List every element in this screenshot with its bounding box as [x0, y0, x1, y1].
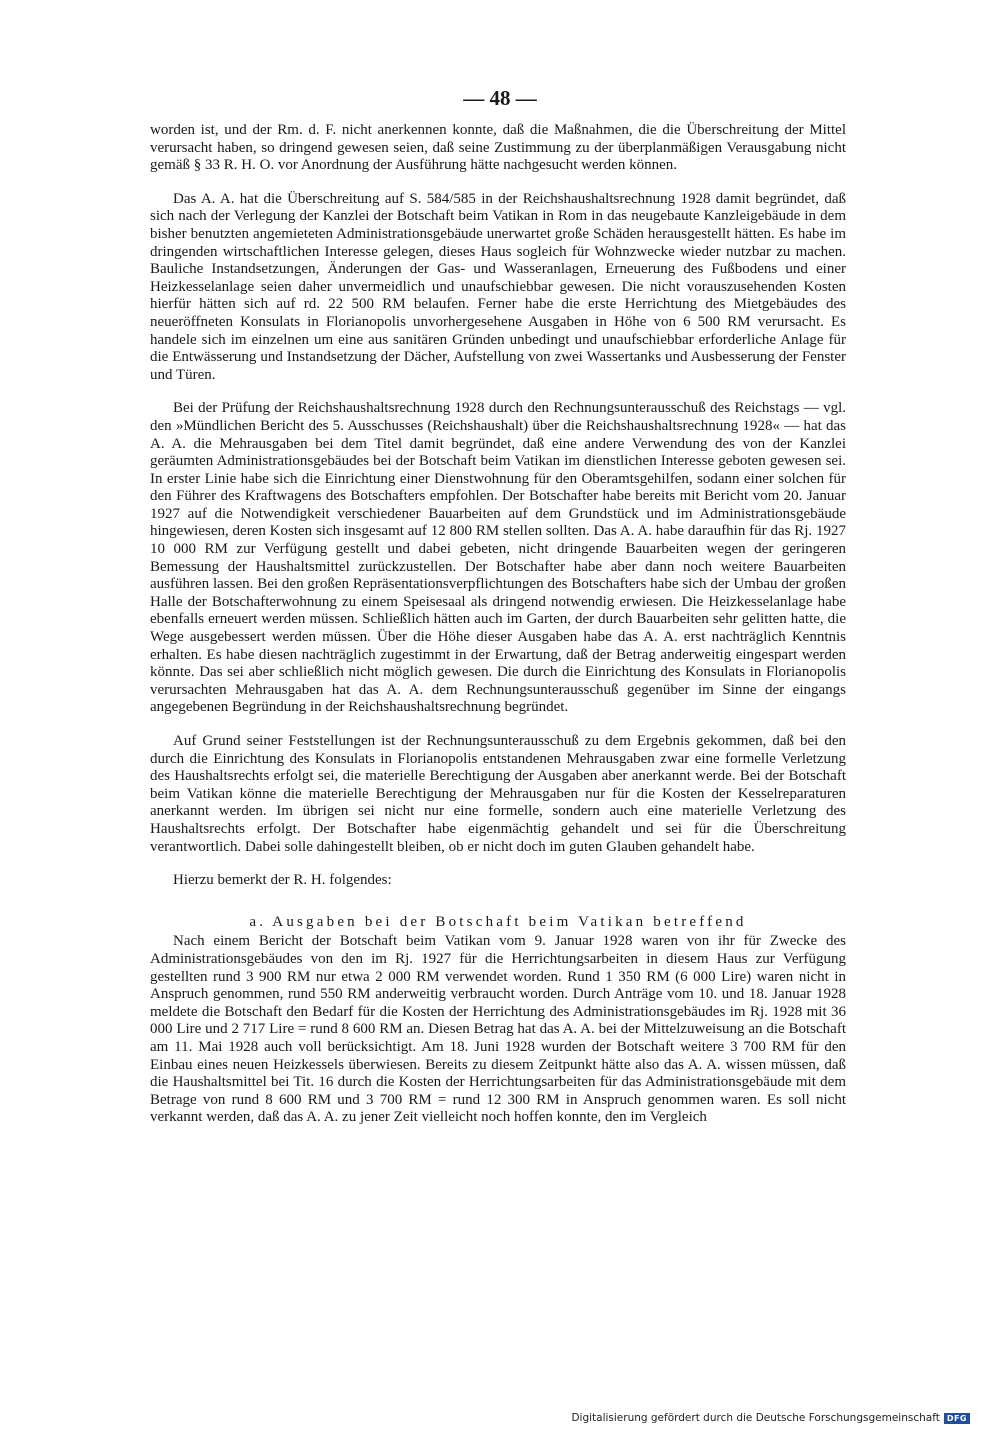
footer [571, 1412, 970, 1424]
document-body [150, 122, 846, 1143]
page-number: — 48 — [463, 86, 537, 110]
paragraph-reichstag-review: Bei der Prüfung der Reichshaushaltsrechnung 1928 durch den Rechnungsunterausschuß des Reichstags — vgl. den »Mündlichen Bericht des 5. Ausschusses (Reichshaushalt) über die Reichshaushaltsrechnung 1928« — hat das A. A. die Mehrausgaben bei dem Titel damit begründet, daß eine andere Verwendung des von der Kanzlei geräumten Administrationsgebäudes bei der Botschaft beim Vatikan im dienstlichen Interesse geboten gewesen sei. In erster Linie habe sich die Einrichtung einer Dienstwohnung für den Oberamtsgehilfen, sodann einer solchen für den Führer des Kraftwagens des Botschafters empfohlen. Der Botschafter habe bereits mit Bericht vom 20. Januar 1927 auf die Notwendigkeit verschiedener Bauarbeiten auf dem Grundstück und im Administrationsgebäude hingewiesen, deren Kosten sich insgesamt auf 12 800 RM stellen sollten. Das A. A. habe daraufhin für das Rj. 1927 10 000 RM zur Verfügung gestellt und dabei gebeten, nicht dringende Bauarbeiten wegen der geringeren Bemessung der Haushaltsmittel zurückzustellen. Der Botschafter habe aber dann noch weitere Bauarbeiten ausführen lassen. Bei den großen Repräsentationsverpflichtungen des Botschafters habe sich der Umbau der großen Halle der Botschafterwohnung zu einem Speisesaal als dringend notwendig erwiesen. Die Heizkesselanlage habe ebenfalls erneuert werden müssen. Schließlich hätten auch im Garten, der durch Bauarbeiten sehr gelitten hatte, die Wege ausgebessert werden müssen. Über die Höhe dieser Ausgaben habe das A. A. erst nachträglich Kenntnis erhalten. Es habe diesen nachträglich zugestimmt in der Erwartung, daß der Betrag anderweitig eingespart werden könnte. Das sei aber schließlich nicht möglich gewesen. Die durch die Einrichtung des Konsulats in Florianopolis verursachten Mehrausgaben hat das A. A. dem Rechnungsunterausschuß gegenüber im Sinne der eingangs angegebenen Begründung in der Reichshaushaltsrechnung begründet. [150, 400, 846, 716]
paragraph-continuation: worden ist, und der Rm. d. F. nicht anerkennen konnte, daß die Maßnahmen, die die Überschreitung der Mittel verursacht haben, so dringend gewesen seien, daß seine Zustimmung zu der überplanmäßigen Verausgabung nicht gemäß § 33 R. H. O. vor Anordnung der Ausführung hätte nachgesucht werden können. [150, 122, 846, 174]
dfg-logo-icon: DFG [944, 1413, 970, 1424]
paragraph-rh-remark: Hierzu bemerkt der R. H. folgendes: [173, 872, 392, 889]
paragraph-aa-justification: Das A. A. hat die Überschreitung auf S. 584/585 in der Reichshaushaltsrechnung 1928 damit begründet, daß sich nach der Verlegung der Kanzlei der Botschaft beim Vatikan in Rom in das neugebaute Kanzleigebäude in dem bisher benutzten angemieteten Administrationsgebäude unerwartet große Schäden herausgestellt hätten. Es habe im dringenden wirtschaftlichen Interesse gelegen, dieses Haus sogleich für Wohnzwecke wieder nutzbar zu machen. Bauliche Instandsetzungen, Änderungen der Gas- und Wasseranlagen, Erneuerung des Fußbodens und einer Heizkesselanlage seien daher unvermeidlich und unaufschiebbar gewesen. Die nicht vorauszusehenden Kosten hierfür hätten sich auf rd. 22 500 RM belaufen. Ferner habe die erste Herrichtung des Mietgebäudes des neueröffneten Konsulats in Florianopolis unvorhergesehene Ausgaben in Höhe von 6 500 RM verursacht. Es handele sich im einzelnen um eine aus sanitären Gründen unbedingt und unaufschiebbar erforderliche Anlage für die Entwässerung und Instandsetzung der Dächer, Aufstellung von zwei Wassertanks und Ausbesserung der Fenster und Türen. [150, 190, 846, 383]
footer-credit: Digitalisierung gefördert durch die Deutsche Forschungsgemeinschaft [571, 1412, 940, 1424]
section-heading: a. Ausgaben bei der Botschaft beim Vatikan betreffend [249, 913, 747, 930]
paragraph-committee-findings: Auf Grund seiner Feststellungen ist der Rechnungsunterausschuß zu dem Ergebnis gekommen, daß bei den durch die Einrichtung des Konsulats in Florianopolis entstandenen Mehrausgaben zwar eine formelle Verletzung des Haushaltsrechts erfolgt sei, die materielle Berechtigung der Ausgaben aber anerkannt werde. Bei der Botschaft beim Vatikan könne die materielle Berechtigung der Mehrausgaben nur für die Kosten der Kesselreparaturen anerkannt werden. Im übrigen sei nicht nur eine formelle, sondern auch eine materielle Verletzung des Haushaltsrechts erfolgt. Der Botschafter habe eigenmächtig gehandelt und sei für die Überschreitung verantwortlich. Dabei solle dahingestellt bleiben, ob er nicht doch im guten Glauben gehandelt habe. [150, 733, 846, 855]
paragraph-section-a: Nach einem Bericht der Botschaft beim Vatikan vom 9. Januar 1928 waren von ihr für Zwecke des Administrationsgebäudes von den im Rj. 1927 für die Herrichtungsarbeiten in diesem Haus zur Verfügung gestellten rund 3 900 RM nur etwa 2 000 RM verwendet worden. Rund 1 350 RM (6 000 Lire) waren nicht in Anspruch genommen, rund 550 RM anderweitig verbraucht worden. Durch Anträge vom 10. und 18. Januar 1928 meldete die Botschaft den Bedarf für die Kosten der Herrichtung des Administrationsgebäudes im Rj. 1928 mit 36 000 Lire und 2 717 Lire = rund 8 600 RM an. Diesen Betrag hat das A. A. bei der Mittelzuweisung an die Botschaft am 11. Mai 1928 auch voll berücksichtigt. Am 18. Juni 1928 wurden der Botschaft weitere 3 700 RM für den Einbau eines neuen Heizkessels überwiesen. Bereits zu diesem Zeitpunkt hätte also das A. A. wissen müssen, daß die Haushaltsmittel bei Tit. 16 durch die Kosten der Herrichtungsarbeiten für das Administrationsgebäude mit dem Betrage von rund 8 600 RM und 3 700 RM = rund 12 300 RM in Anspruch genommen waren. Es soll nicht verkannt werden, daß das A. A. zu jener Zeit vielleicht noch hoffen konnte, den im Vergleich [150, 933, 846, 1126]
